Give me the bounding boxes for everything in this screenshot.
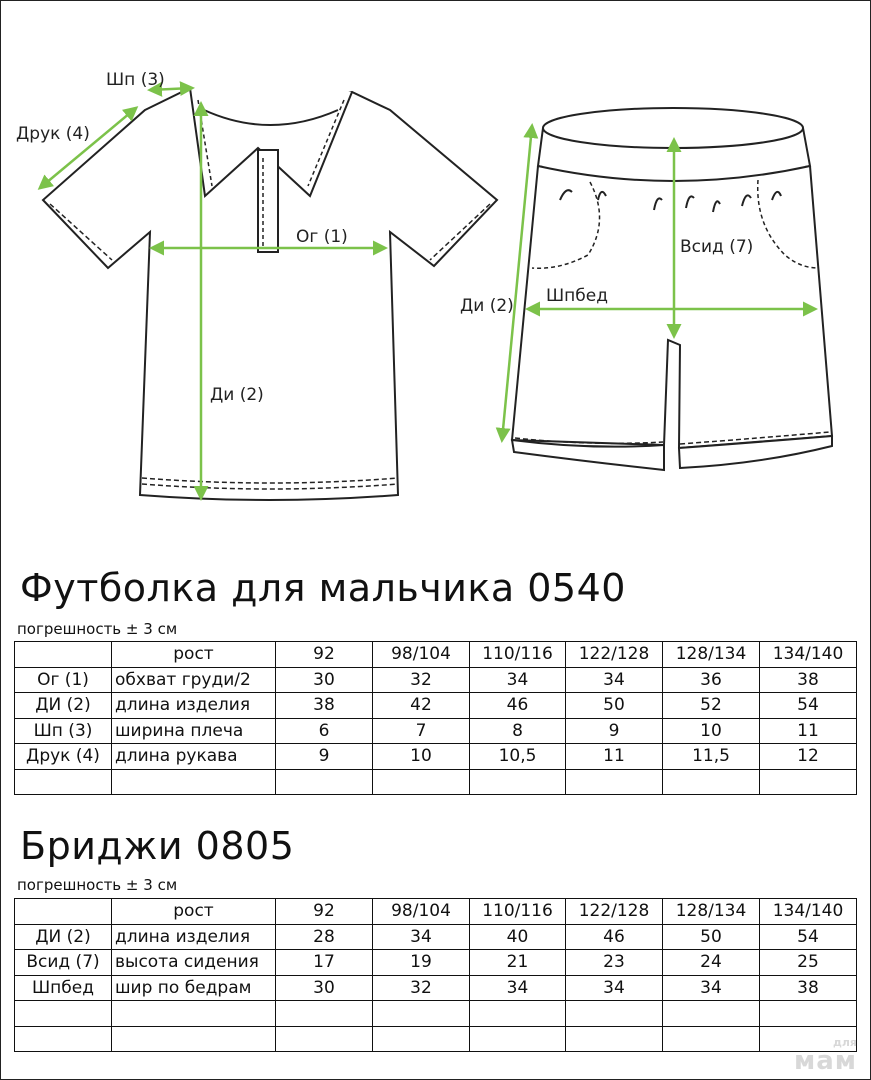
rise-label: Всид (7) <box>680 237 754 257</box>
table-row <box>15 1026 857 1052</box>
table-row: Ог (1) обхват груди/2 30 32 34 34 36 38 <box>15 667 857 693</box>
table-row: Шп (3) ширина плеча 6 7 8 9 10 11 <box>15 718 857 744</box>
shorts-table-title: Бриджи 0805 <box>20 824 295 868</box>
table-row: ДИ (2) длина изделия 28 34 40 46 50 54 <box>15 924 857 950</box>
table-header-row: рост 92 98/104 110/116 122/128 128/134 134/140 <box>15 642 857 668</box>
table-row: Друк (4) длина рукава 9 10 10,5 11 11,5 12 <box>15 744 857 770</box>
table-row: ДИ (2) длина изделия 38 42 46 50 52 54 <box>15 693 857 719</box>
shirt-table-title: Футболка для мальчика 0540 <box>20 566 626 610</box>
table-header-row: рост 92 98/104 110/116 122/128 128/134 134/140 <box>15 899 857 925</box>
table-row <box>15 769 857 795</box>
shorts-size-table <box>14 898 857 1052</box>
shirt-length-label: Ди (2) <box>210 385 264 405</box>
shoulder-label: Шп (3) <box>106 70 165 90</box>
shirt-size-table <box>14 641 857 795</box>
table-row: Шпбед шир по бедрам 30 32 34 34 34 38 <box>15 975 857 1001</box>
table-row <box>15 1001 857 1027</box>
watermark-line1: для <box>832 1036 857 1049</box>
watermark-logo <box>794 1037 857 1074</box>
hip-label: Шпбед <box>546 286 608 306</box>
shorts-length-label: Ди (2) <box>460 296 514 316</box>
shirt-tolerance-note: погрешность ± 3 см <box>17 620 178 638</box>
sleeve-label: Друк (4) <box>16 124 90 144</box>
polo-shirt-drawing <box>43 88 497 500</box>
chest-label: Ог (1) <box>296 227 348 247</box>
table-row: Всид (7) высота сидения 17 19 21 23 24 25 <box>15 950 857 976</box>
shorts-tolerance-note: погрешность ± 3 см <box>17 876 178 894</box>
watermark-line2: мам <box>793 1046 857 1076</box>
